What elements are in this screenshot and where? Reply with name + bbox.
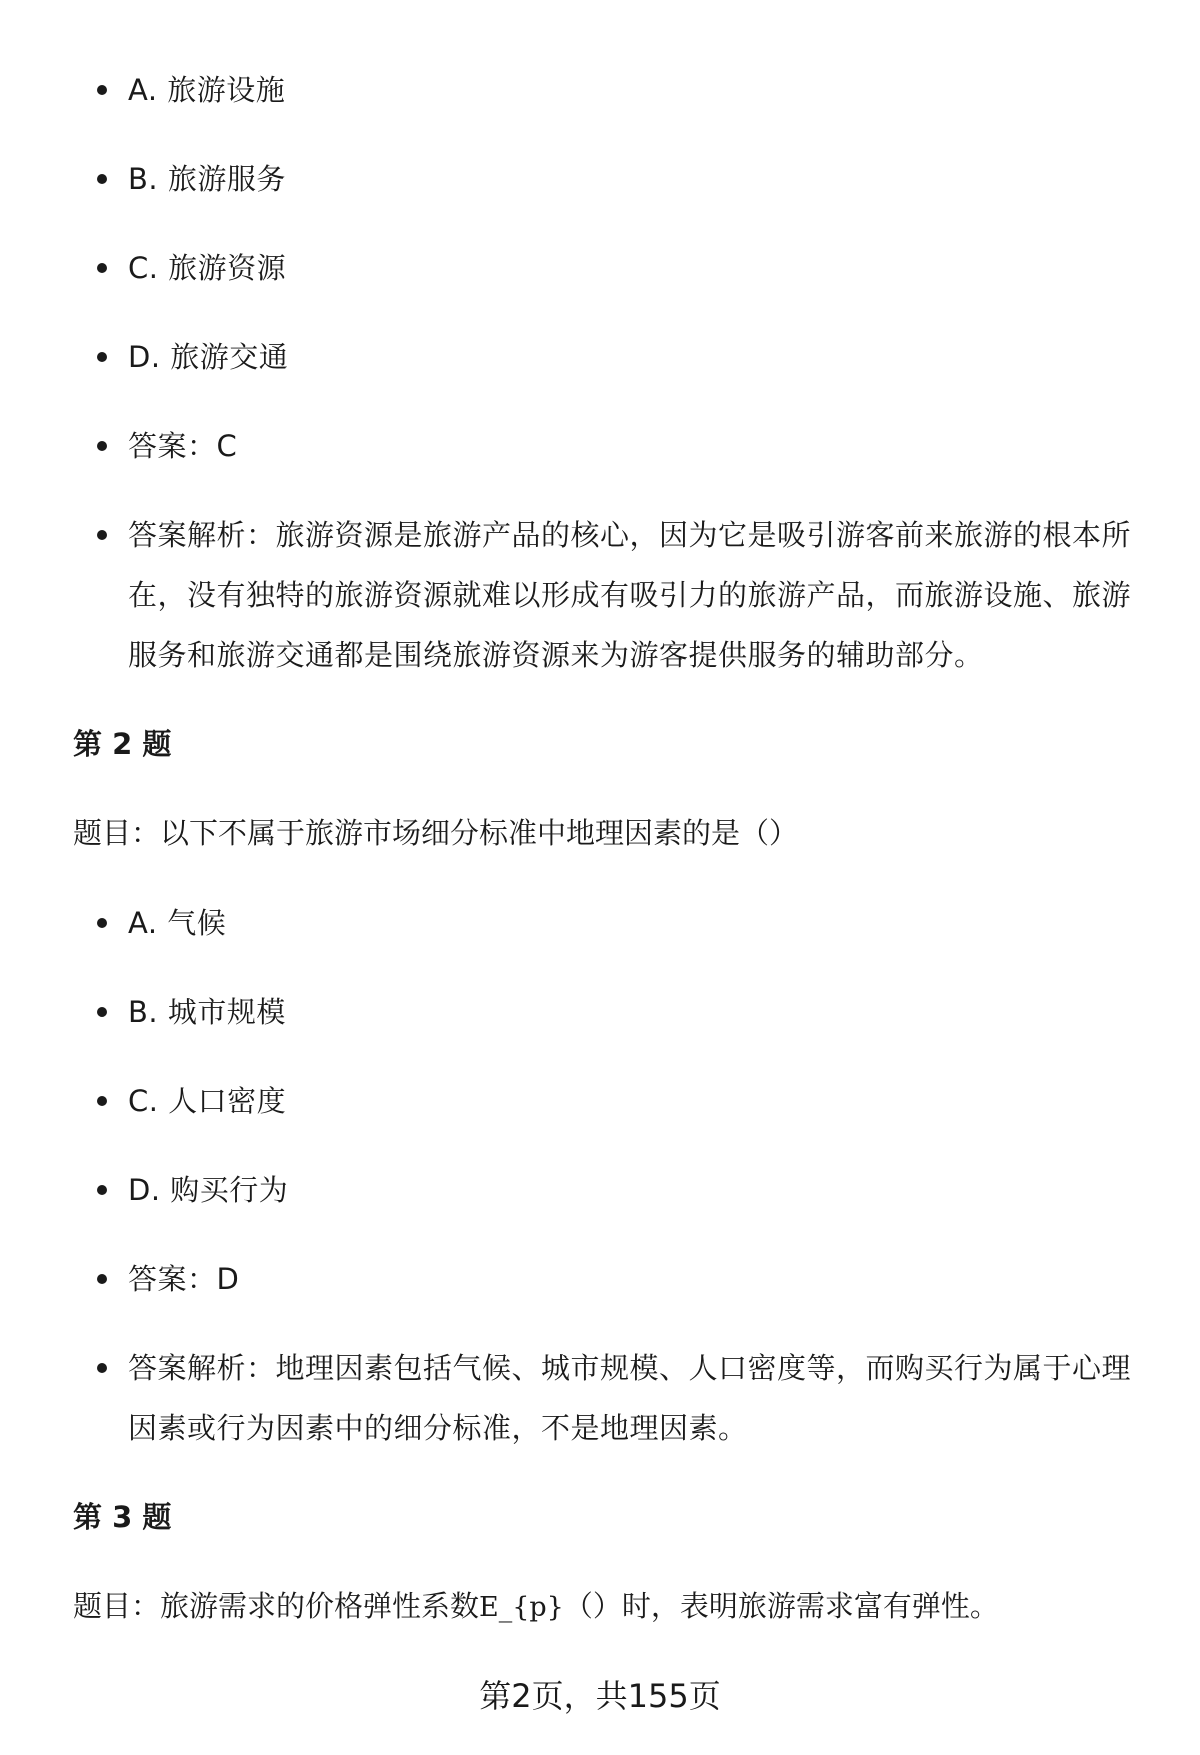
bullet-icon bbox=[97, 352, 107, 362]
answer: 答案：D bbox=[128, 1262, 240, 1296]
answer: 答案：C bbox=[128, 429, 238, 463]
bullet-icon bbox=[97, 85, 107, 95]
option-b: B. 城市规模 bbox=[128, 995, 286, 1029]
option-d: D. 旅游交通 bbox=[128, 340, 289, 374]
bullet-icon bbox=[97, 441, 107, 451]
bullet-icon bbox=[97, 263, 107, 273]
bullet-icon bbox=[97, 1007, 107, 1017]
option-b: B. 旅游服务 bbox=[128, 162, 286, 196]
question-stem-text: （）时，表明旅游需求富有弹性。 bbox=[563, 1589, 999, 1623]
question-stem: 题目：以下不属于旅游市场细分标准中地理因素的是（） bbox=[73, 816, 799, 850]
bullet-icon bbox=[97, 1096, 107, 1106]
question-heading: 第 2 题 bbox=[73, 727, 172, 761]
page-number: 第2页，共155页 bbox=[479, 1677, 721, 1715]
bullet-icon bbox=[97, 1185, 107, 1195]
option-a: A. 气候 bbox=[128, 906, 227, 940]
option-c: C. 人口密度 bbox=[128, 1084, 287, 1118]
option-d: D. 购买行为 bbox=[128, 1173, 289, 1207]
bullet-icon bbox=[97, 1274, 107, 1284]
math-expression: E_{p} bbox=[479, 1592, 564, 1623]
answer-explanation: 答案解析：旅游资源是旅游产品的核心，因为它是吸引游客前来旅游的根本所在，没有独特的旅游资源就难以形成有吸引力的旅游产品，而旅游设施、旅游服务和旅游交通都是围绕旅游资源来为游客提供服务的辅助部分。 bbox=[128, 518, 1132, 672]
bullet-icon bbox=[97, 918, 107, 928]
answer-explanation: 答案解析：地理因素包括气候、城市规模、人口密度等，而购买行为属于心理因素或行为因素中的细分标准，不是地理因素。 bbox=[128, 1351, 1132, 1445]
bullet-icon bbox=[97, 174, 107, 184]
question-heading: 第 3 题 bbox=[73, 1500, 172, 1534]
option-c: C. 旅游资源 bbox=[128, 251, 287, 285]
option-a: A. 旅游设施 bbox=[128, 73, 286, 107]
question-stem bbox=[73, 1586, 999, 1628]
bullet-icon bbox=[97, 1363, 107, 1373]
question-stem-text: 题目：旅游需求的价格弹性系数 bbox=[73, 1589, 480, 1623]
bullet-icon bbox=[97, 530, 107, 540]
